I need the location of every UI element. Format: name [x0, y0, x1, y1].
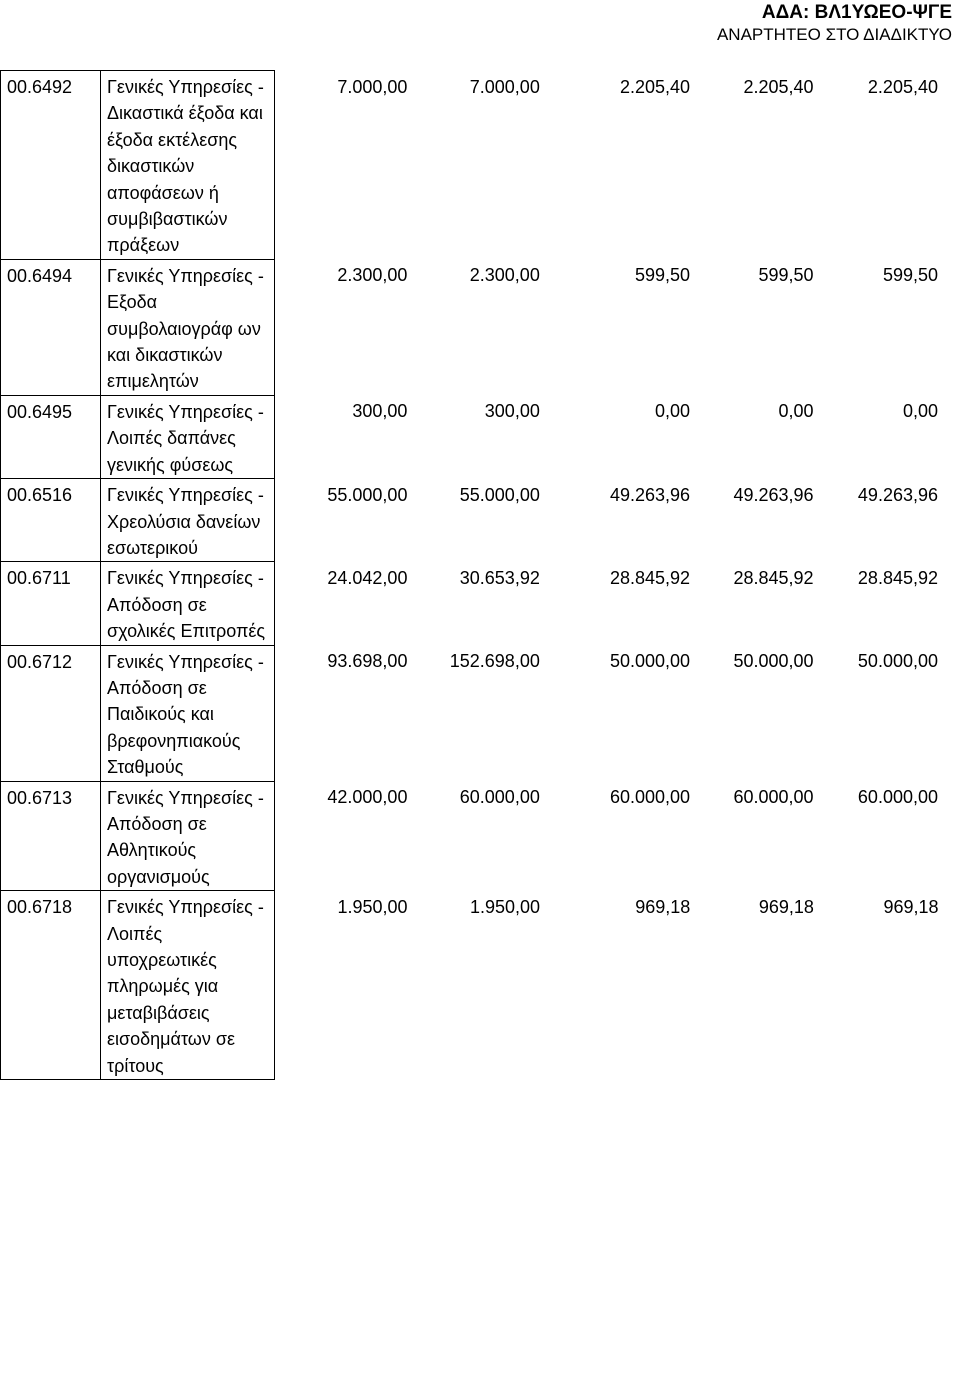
amount-value: 49.263,96: [857, 484, 938, 505]
amount-value: 1.950,00: [469, 896, 541, 917]
amount-value: 969,18: [883, 896, 939, 917]
amount-value: 300,00: [352, 401, 408, 422]
amount-value: 24.042,00: [327, 567, 408, 588]
amount-value: 50.000,00: [609, 651, 691, 672]
amount-value: 49.263,96: [733, 484, 814, 505]
table-row: [1, 781, 947, 891]
amounts-cell: [275, 479, 947, 562]
account-code: 00.6713: [1, 781, 101, 891]
amount-value: 2.300,00: [337, 265, 408, 286]
amount-value: 599,50: [882, 265, 938, 286]
amounts-cell: [275, 71, 947, 260]
document-header: [717, 0, 952, 45]
account-code: 00.6712: [1, 645, 101, 781]
table-row: [1, 562, 947, 645]
table-row: [1, 891, 947, 1080]
amount-value: 599,50: [634, 265, 691, 286]
amounts-cell: [275, 259, 947, 395]
budget-table-body: [1, 71, 947, 1080]
account-code: 00.6718: [1, 891, 101, 1080]
account-code: 00.6495: [1, 395, 101, 478]
amount-value: 60.000,00: [857, 787, 938, 808]
amount-value: 30.653,92: [459, 567, 540, 588]
account-description: Γενικές Υπηρεσίες - Χρεολύσια δανείων εσωτερικού: [101, 479, 275, 562]
account-code: 00.6492: [1, 71, 101, 260]
amount-value: 50.000,00: [733, 651, 814, 672]
amount-value: 7.000,00: [337, 76, 408, 97]
table-row: [1, 479, 947, 562]
amount-value: 2.205,40: [743, 76, 814, 97]
account-description: Γενικές Υπηρεσίες - Δικαστικά έξοδα και έξοδα εκτέλεσης δικαστικών αποφάσεων ή συμβιβαστικών πράξεων: [101, 71, 275, 260]
account-description: Γενικές Υπηρεσίες - Λοιπές δαπάνες γενικής φύσεως: [101, 395, 275, 478]
amount-value: 300,00: [484, 401, 540, 422]
amount-value: 2.205,40: [619, 76, 691, 97]
amounts-cell: [275, 891, 947, 1080]
account-code: 00.6516: [1, 479, 101, 562]
account-description: Γενικές Υπηρεσίες - Απόδοση σε Αθλητικούς οργανισμούς: [101, 781, 275, 891]
amount-value: 969,18: [758, 896, 814, 917]
amount-value: 93.698,00: [327, 651, 408, 672]
table-row: [1, 71, 947, 260]
amount-value: 2.205,40: [867, 76, 938, 97]
account-description: Γενικές Υπηρεσίες - Λοιπές υποχρεωτικές πληρωμές για μεταβιβάσεις εισοδημάτων σε τρίτους: [101, 891, 275, 1080]
account-description: Γενικές Υπηρεσίες - Απόδοση σε Παιδικούς και βρεφονηπιακούς Σταθμούς: [101, 645, 275, 781]
amount-value: 969,18: [635, 896, 691, 917]
amounts-cell: [275, 395, 947, 478]
amounts-cell: [275, 781, 947, 891]
account-code: 00.6711: [1, 562, 101, 645]
amount-value: 599,50: [758, 265, 814, 286]
amount-value: 0,00: [902, 401, 938, 422]
amounts-cell: [275, 645, 947, 781]
amount-value: 55.000,00: [459, 484, 540, 505]
amount-value: 0,00: [778, 401, 814, 422]
account-code: 00.6494: [1, 259, 101, 395]
budget-table: [0, 70, 947, 1080]
amount-value: 7.000,00: [469, 76, 540, 97]
amount-value: 2.300,00: [469, 265, 540, 286]
table-row: [1, 645, 947, 781]
amount-value: 60.000,00: [609, 787, 691, 808]
account-description: Γενικές Υπηρεσίες - Εξοδα συμβολαιογράφ ων και δικαστικών επιμελητών: [101, 259, 275, 395]
amount-value: 152.698,00: [449, 651, 540, 672]
amount-value: 60.000,00: [733, 787, 814, 808]
amount-value: 0,00: [654, 401, 691, 422]
amount-value: 55.000,00: [327, 484, 408, 505]
amount-value: 1.950,00: [337, 896, 408, 917]
amount-value: 60.000,00: [459, 787, 540, 808]
amount-value: 28.845,92: [857, 567, 938, 588]
ada-code: ΑΔΑ: ΒΛ1ΥΩΕΟ-ΨΓΕ: [761, 2, 952, 23]
account-description: Γενικές Υπηρεσίες - Απόδοση σε σχολικές Επιτροπές: [101, 562, 275, 645]
amount-value: 42.000,00: [327, 787, 408, 808]
amounts-cell: [275, 562, 947, 645]
amount-value: 28.845,92: [733, 567, 814, 588]
amount-value: 49.263,96: [609, 484, 691, 505]
posted-online-label: ΑΝΑΡΤΗΤΕΟ ΣΤΟ ΔΙΑΔΙΚΤΥΟ: [716, 25, 952, 44]
table-row: [1, 395, 947, 478]
amount-value: 50.000,00: [857, 651, 938, 672]
table-row: [1, 259, 947, 395]
amount-value: 28.845,92: [609, 567, 691, 588]
